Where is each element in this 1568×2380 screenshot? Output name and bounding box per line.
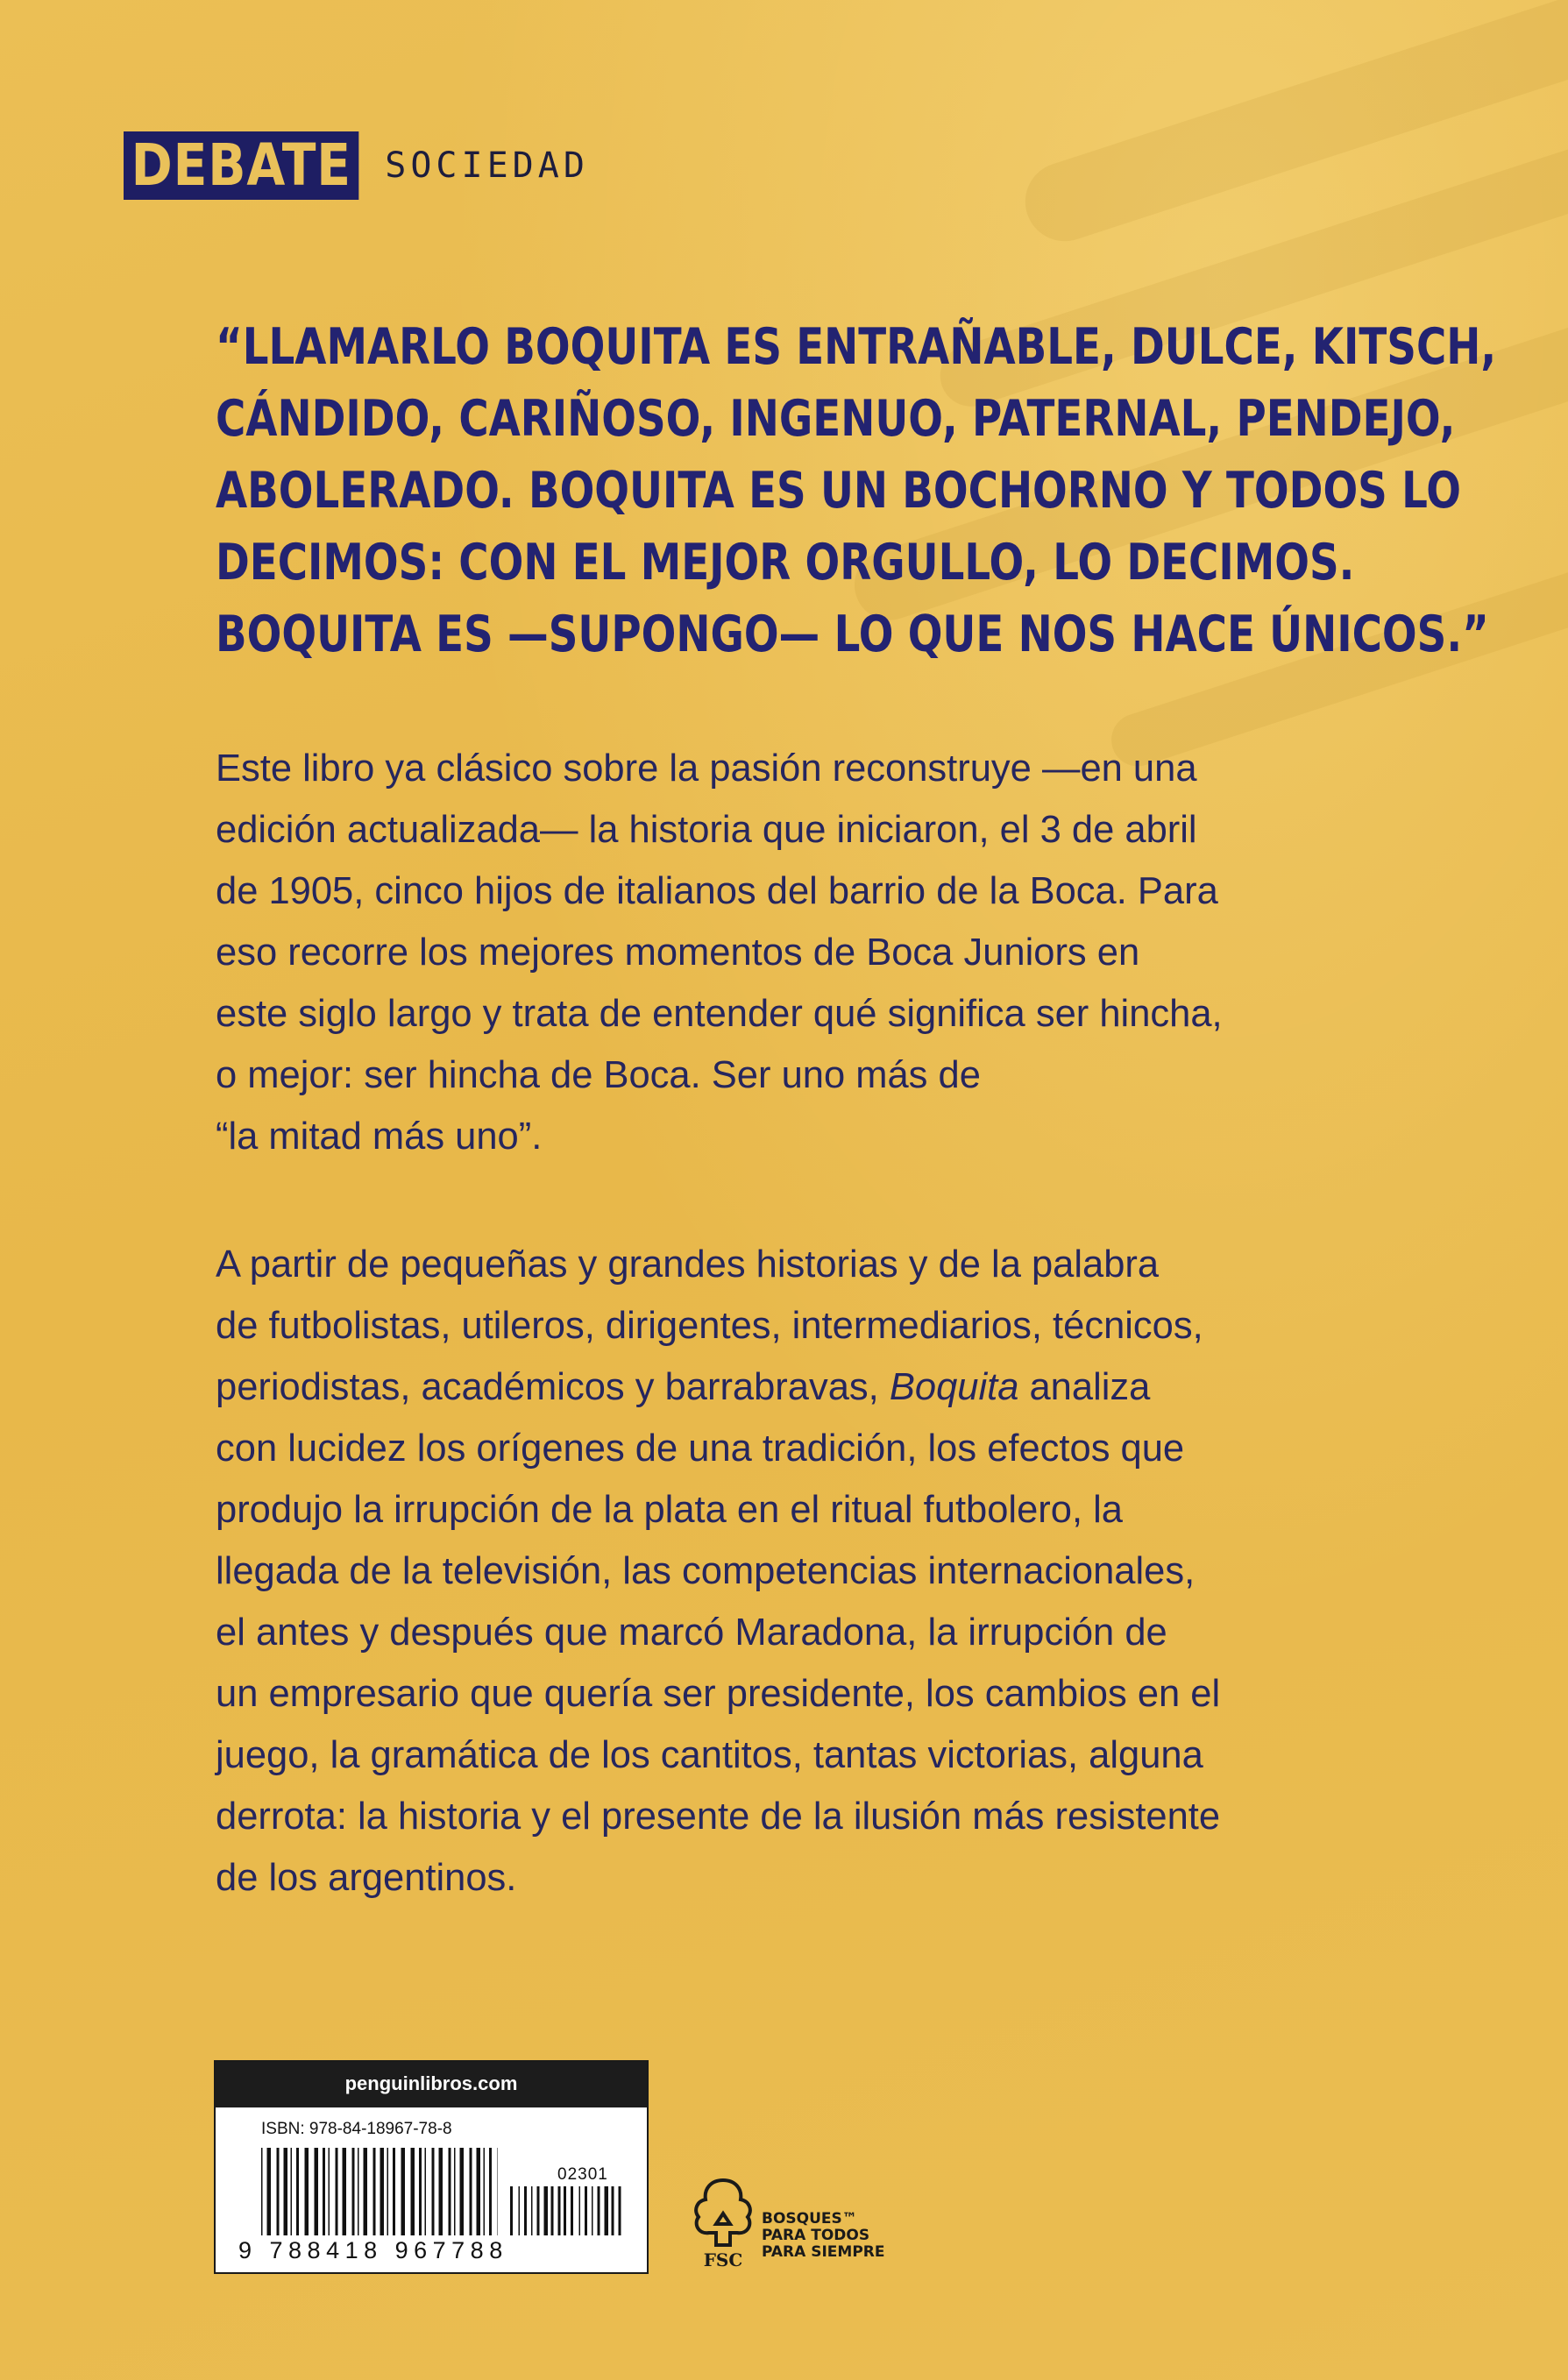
publisher-brand: DEBATE xyxy=(124,131,359,200)
isbn-label: ISBN: 978-84-18967-78-8 xyxy=(261,2120,452,2138)
paragraph-line: o mejor: ser hincha de Boca. Ser uno más de xyxy=(216,1054,981,1096)
paragraph-text: analiza xyxy=(1018,1366,1151,1408)
publisher-collection: SOCIEDAD xyxy=(385,145,589,186)
paragraph-line: un empresario que quería ser presidente, los cambios en el xyxy=(216,1673,1221,1715)
paragraph-line: llegada de la televisión, las competencias internacionales, xyxy=(216,1550,1196,1592)
fsc-tagline-line: PARA SIEMPRE xyxy=(762,2243,885,2261)
paragraph-line: juego, la gramática de los cantitos, tantas victorias, alguna xyxy=(216,1734,1203,1776)
synopsis-paragraph-2 xyxy=(216,1234,1373,1909)
quote-line: ABOLERADO. BOQUITA ES UN BOCHORNO Y TODOS LO xyxy=(216,462,1461,520)
paragraph-line: eso recorre los mejores momentos de Boca Juniors en xyxy=(216,931,1140,974)
ean-digits: 9 788418 967788 xyxy=(238,2237,508,2263)
paragraph-line: de futbolistas, utileros, dirigentes, intermediarios, técnicos, xyxy=(216,1305,1203,1347)
paragraph-line: de los argentinos. xyxy=(216,1857,517,1899)
fsc-tagline xyxy=(762,2211,884,2261)
book-title-italic: Boquita xyxy=(889,1366,1019,1408)
fsc-tagline-line: PARA TODOS xyxy=(762,2227,870,2244)
paragraph-text: periodistas, académicos y barrabravas, xyxy=(216,1366,890,1408)
price-code: 02301 xyxy=(557,2165,608,2184)
quote-line: “LLAMARLO BOQUITA ES ENTRAÑABLE, DULCE, KITSCH, xyxy=(216,318,1497,376)
quote-line: BOQUITA ES —SUPONGO— LO QUE NOS HACE ÚNICOS.” xyxy=(216,606,1489,663)
paragraph-line: A partir de pequeñas y grandes historias y de la palabra xyxy=(216,1243,1160,1286)
paragraph-line: Este libro ya clásico sobre la pasión reconstruye —en una xyxy=(216,747,1197,790)
synopsis-paragraph-1 xyxy=(216,738,1373,1167)
paragraph-line: este siglo largo y trata de entender qué significa ser hincha, xyxy=(216,993,1223,1035)
quote-line: DECIMOS: CON EL MEJOR ORGULLO, LO DECIMOS. xyxy=(216,534,1355,591)
paragraph-line: con lucidez los orígenes de una tradición, los efectos que xyxy=(216,1427,1185,1470)
fsc-tagline-line: BOSQUES™ xyxy=(762,2210,857,2228)
paragraph-line: “la mitad más uno”. xyxy=(216,1116,543,1158)
paragraph-line: derrota: la historia y el presente de la ilusión más resistente xyxy=(216,1796,1221,1838)
paragraph-line xyxy=(216,1356,1373,1418)
paragraph-line: el antes y después que marcó Maradona, la irrupción de xyxy=(216,1611,1167,1654)
publisher-website: penguinlibros.com xyxy=(216,2062,647,2107)
paragraph-line: de 1905, cinco hijos de italianos del barrio de la Boca. Para xyxy=(216,870,1218,912)
addon-barcode xyxy=(510,2186,624,2235)
fsc-label: FSC xyxy=(703,2249,743,2270)
publisher-logo xyxy=(124,131,589,200)
quote-line: CÁNDIDO, CARIÑOSO, INGENUO, PATERNAL, PENDEJO, xyxy=(216,390,1456,448)
barcode-box xyxy=(214,2060,649,2274)
pull-quote xyxy=(216,311,1497,670)
ean-barcode xyxy=(261,2148,498,2235)
paragraph-line: produjo la irrupción de la plata en el ritual futbolero, la xyxy=(216,1489,1123,1531)
paragraph-line: edición actualizada— la historia que iniciaron, el 3 de abril xyxy=(216,809,1197,851)
fsc-logo xyxy=(690,2175,884,2271)
fsc-tree-icon xyxy=(690,2175,756,2271)
